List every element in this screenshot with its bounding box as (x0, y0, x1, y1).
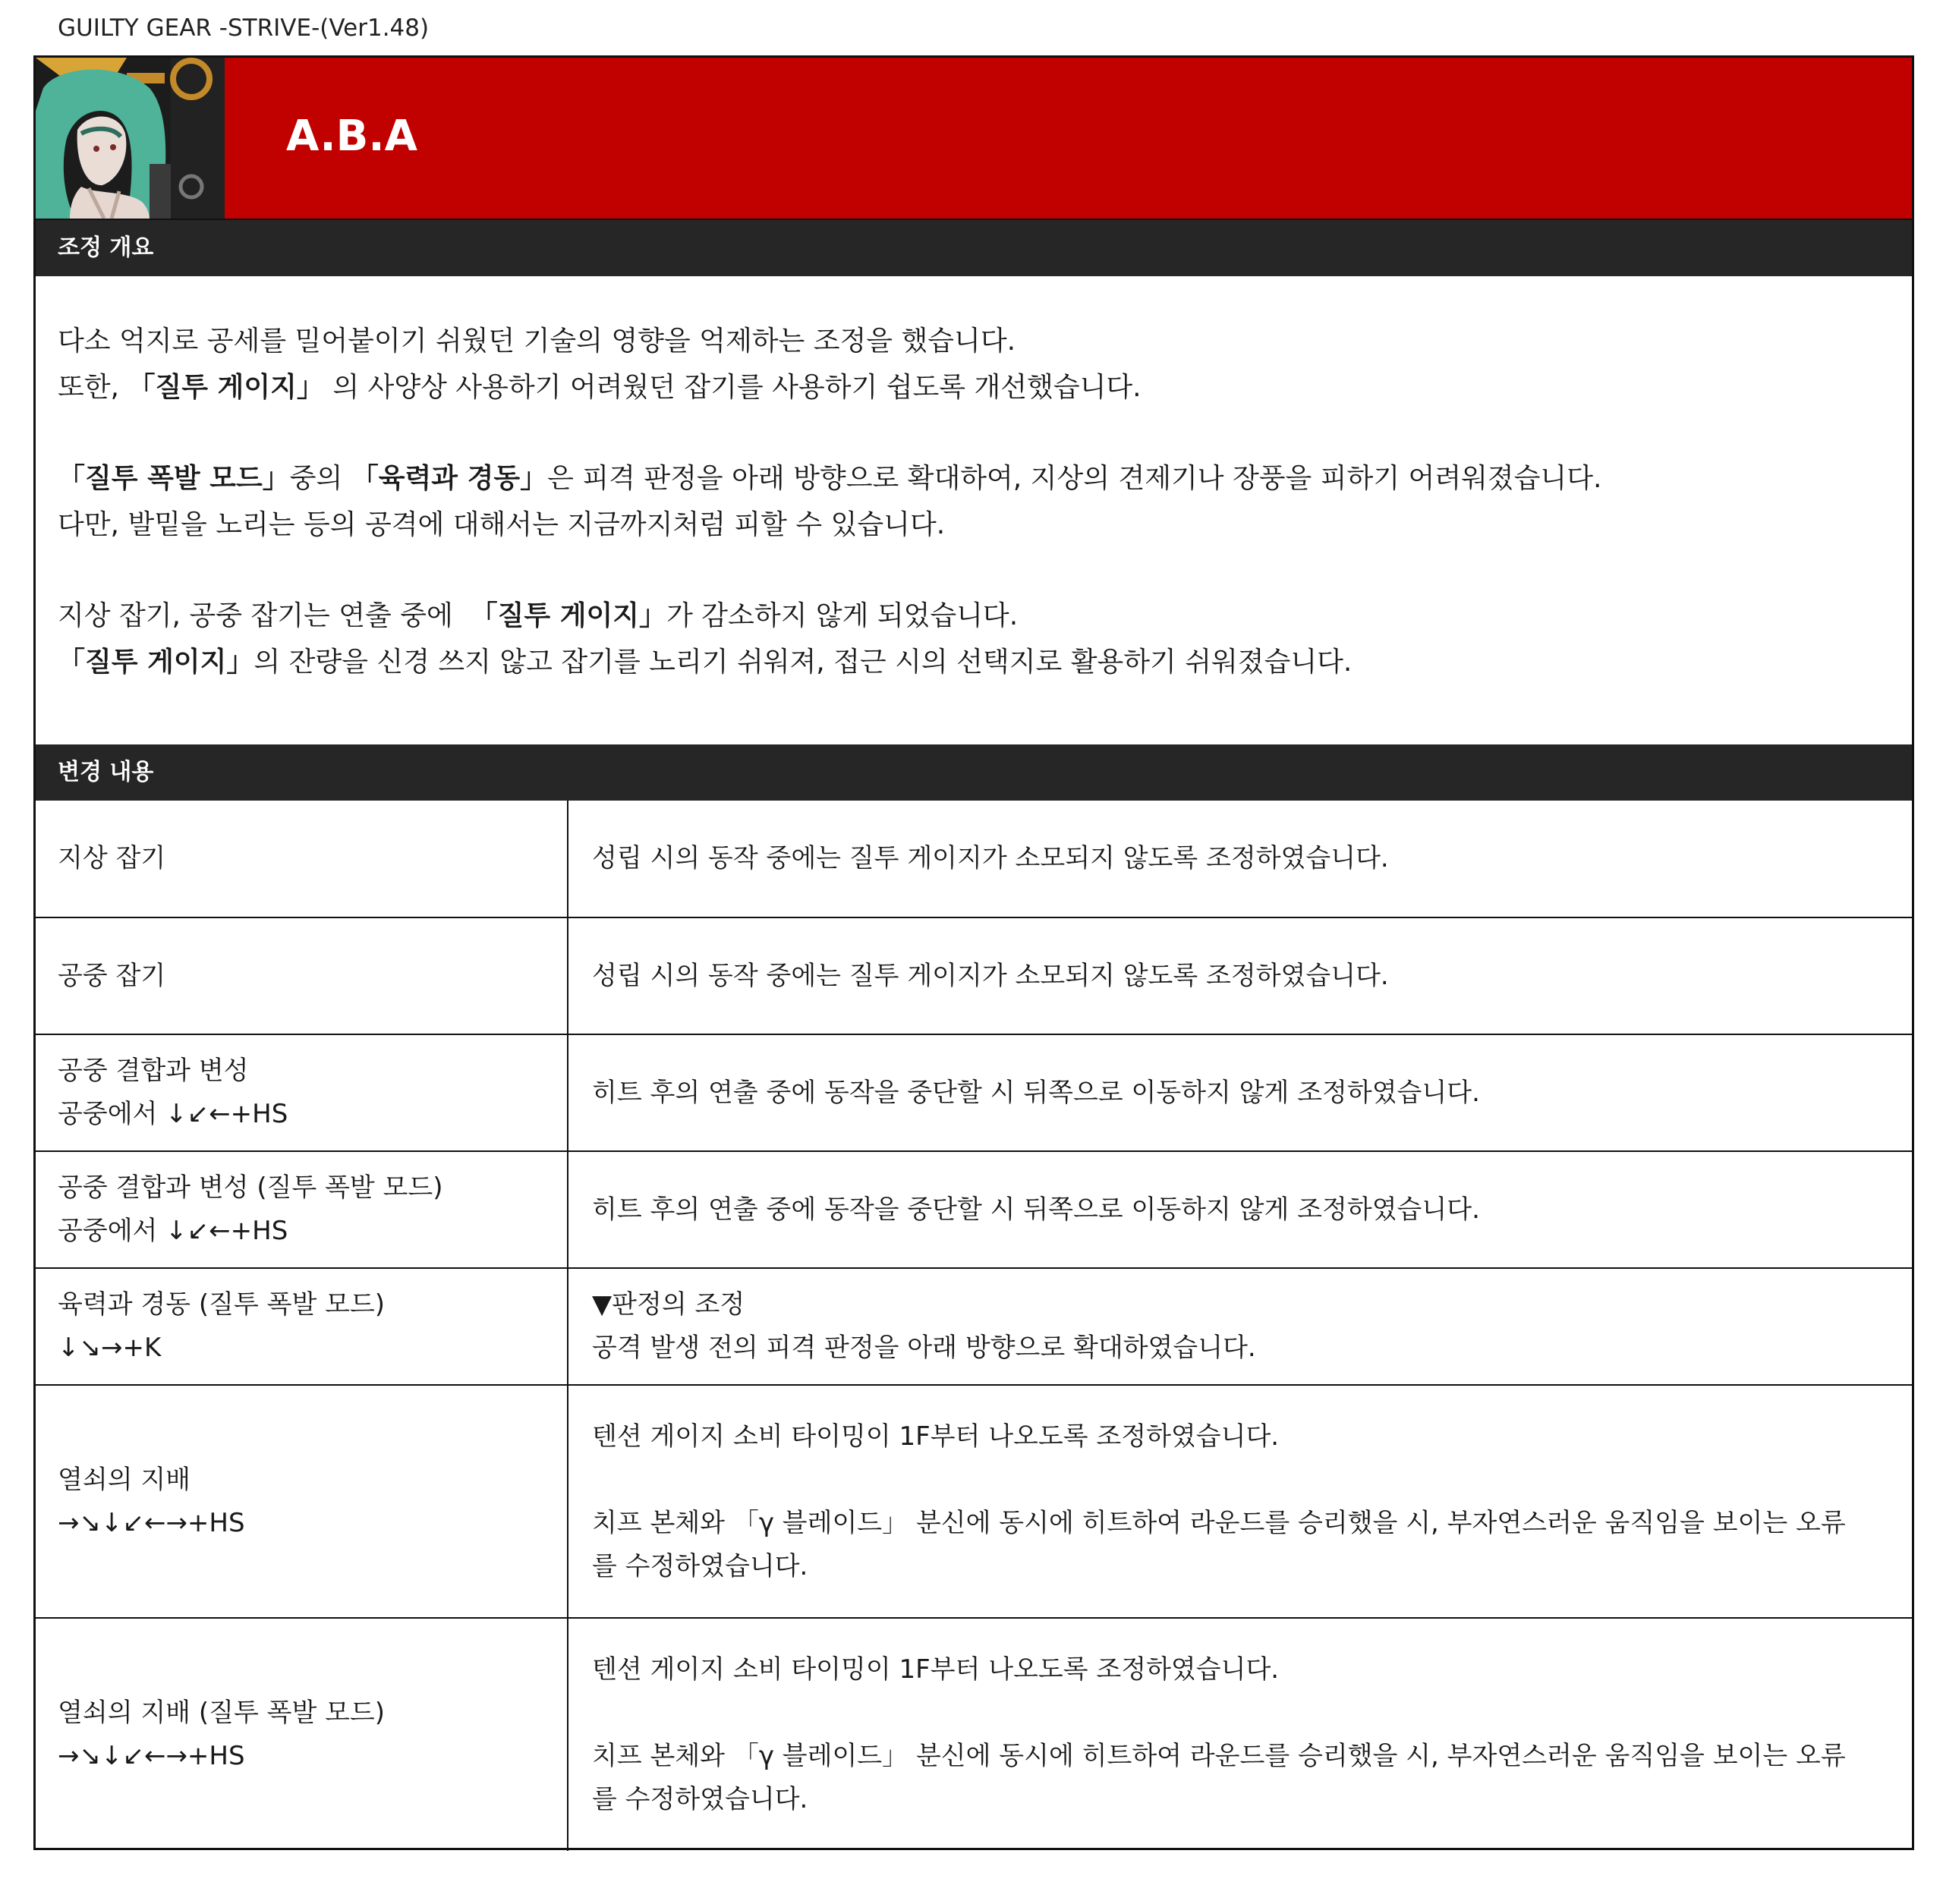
move-name: 공중 결합과 변성 (질투 폭발 모드) (58, 1172, 443, 1203)
character-portrait (36, 58, 225, 219)
move-cell (36, 1618, 568, 1851)
move-input: 공중에서 ↓↙←+HS (58, 1099, 288, 1129)
move-cell (36, 917, 568, 1034)
description-cell (568, 1618, 1912, 1851)
summary-body (36, 276, 1912, 744)
change-text: 성립 시의 동작 중에는 질투 게이지가 소모되지 않도록 조정하였습니다. (592, 960, 1389, 991)
change-text: 공격 발생 전의 피격 판정을 아래 방향으로 확대하였습니다. (592, 1333, 1256, 1363)
move-cell (36, 1268, 568, 1385)
move-name: 열쇠의 지배 (58, 1464, 191, 1495)
jealousy-gauge-term: 「질투 게이지」 (58, 647, 254, 678)
summary-line: 다만, 발밑을 노리는 등의 공격에 대해서는 지금까지처럼 피할 수 있습니다. (58, 509, 946, 540)
summary-line: 지상 잡기, 공중 잡기는 연출 중에 「질투 게이지」가 감소하지 않게 되었습니다. (58, 600, 1019, 631)
change-text: 텐션 게이지 소비 타이밍이 1F부터 나오도록 조정하였습니다. (592, 1654, 1280, 1685)
jealousy-mode-term: 「질투 폭발 모드」 (58, 463, 290, 494)
jealousy-gauge-term: 「질투 게이지」 (470, 600, 667, 631)
change-text: 히트 후의 연출 중에 동작을 중단할 시 뒤쪽으로 이동하지 않게 조정하였습니다. (592, 1077, 1480, 1108)
move-cell (36, 801, 568, 917)
description-cell (568, 801, 1912, 917)
description-cell (568, 1268, 1912, 1385)
change-text: 텐션 게이지 소비 타이밍이 1F부터 나오도록 조정하였습니다. (592, 1421, 1280, 1452)
version-label: GUILTY GEAR -STRIVE-(Ver1.48) (58, 14, 430, 42)
move-name: 육력과 경동 (질투 폭발 모드) (58, 1289, 386, 1320)
table-row (36, 801, 1912, 917)
table-row (36, 1618, 1912, 1851)
description-cell (568, 1034, 1912, 1151)
summary-line: 「질투 폭발 모드」중의 「육력과 경동」은 피격 판정을 아래 방향으로 확대하여, 지상의 견제기나 장풍을 피하기 어려워졌습니다. (58, 463, 1602, 494)
description-cell (568, 1385, 1912, 1618)
description-cell (568, 1151, 1912, 1268)
table-row (36, 1151, 1912, 1268)
patch-notes-card (33, 55, 1914, 1850)
character-portrait-art (36, 58, 225, 219)
table-row (36, 1034, 1912, 1151)
move-cell (36, 1151, 568, 1268)
move-name: 열쇠의 지배 (질투 폭발 모드) (58, 1698, 386, 1728)
jealousy-gauge-term: 「질투 게이지」 (128, 372, 324, 403)
summary-line: 다소 억지로 공세를 밀어붙이기 쉬웠던 기술의 영향을 억제하는 조정을 했습니다. (58, 326, 1016, 357)
table-row (36, 1385, 1912, 1618)
move-input: →↘↓↙←→+HS (58, 1507, 245, 1538)
move-name: 지상 잡기 (58, 843, 166, 873)
change-text: 성립 시의 동작 중에는 질투 게이지가 소모되지 않도록 조정하였습니다. (592, 843, 1389, 873)
move-name: 공중 결합과 변성 (58, 1056, 249, 1086)
summary-line: 「질투 게이지」의 잔량을 신경 쓰지 않고 잡기를 노리기 쉬워져, 접근 시의 선택지로 활용하기 쉬워졌습니다. (58, 647, 1353, 678)
table-row (36, 1268, 1912, 1385)
change-text: 치프 본체와 「γ 블레이드」 분신에 동시에 히트하여 라운드를 승리했을 시, 부자연스러운 움직임을 보이는 오류를 수정하였습니다. (592, 1507, 1846, 1581)
changes-heading: 변경 내용 (36, 744, 1912, 801)
move-cell (36, 1385, 568, 1618)
table-row (36, 917, 1912, 1034)
change-text: 치프 본체와 「γ 블레이드」 분신에 동시에 히트하여 라운드를 승리했을 시, 부자연스러운 움직임을 보이는 오류를 수정하였습니다. (592, 1741, 1846, 1814)
change-text: 히트 후의 연출 중에 동작을 중단할 시 뒤쪽으로 이동하지 않게 조정하였습니다. (592, 1194, 1480, 1225)
summary-heading: 조정 개요 (36, 220, 1912, 276)
changes-table (36, 801, 1912, 1851)
character-banner (36, 58, 1912, 220)
move-input: →↘↓↙←→+HS (58, 1741, 245, 1771)
change-heading: ▼판정의 조정 (592, 1289, 745, 1320)
character-name: A.B.A (286, 112, 417, 161)
move-name: 공중 잡기 (58, 960, 166, 991)
summary-line: 또한, 「질투 게이지」 의 사양상 사용하기 어려웠던 잡기를 사용하기 쉽도록 개선했습니다. (58, 372, 1142, 403)
move-cell (36, 1034, 568, 1151)
move-input: 공중에서 ↓↙←+HS (58, 1216, 288, 1246)
description-cell (568, 917, 1912, 1034)
move-input: ↓↘→+K (58, 1333, 162, 1363)
move-term: 「육력과 경동」 (351, 463, 548, 494)
